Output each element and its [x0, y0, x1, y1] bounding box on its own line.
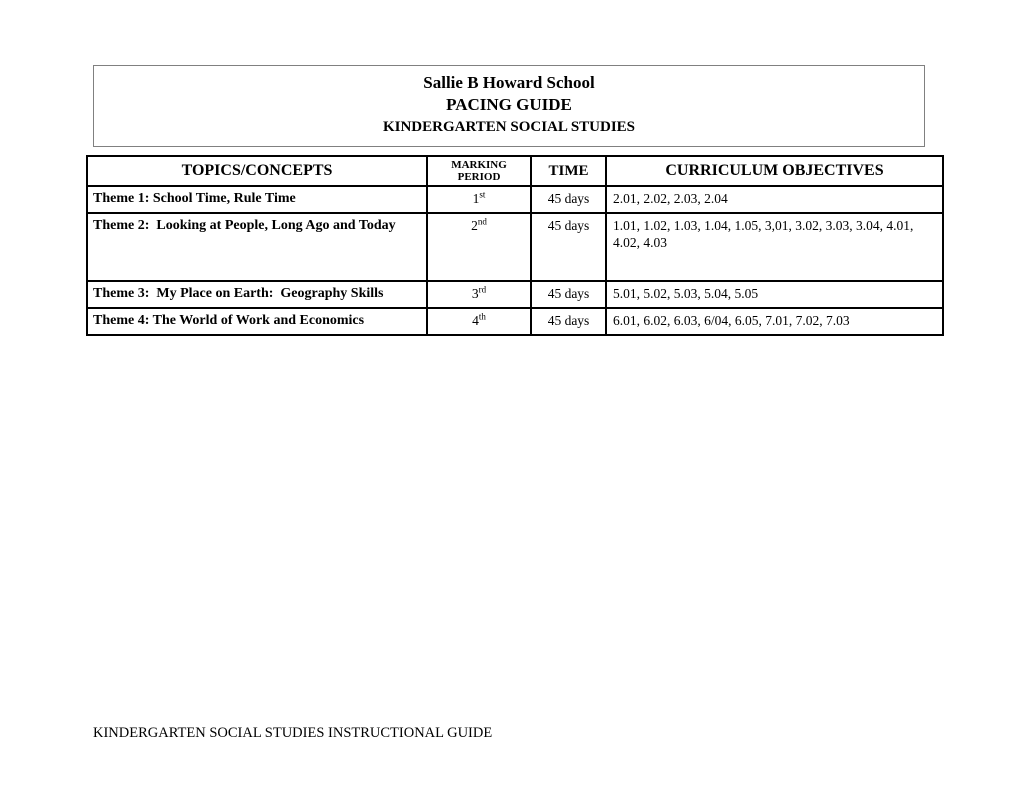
- ordinal-suffix: st: [479, 189, 486, 200]
- marking-period-cell: [427, 281, 531, 308]
- time-cell: 45 days: [531, 186, 606, 213]
- marking-period-cell: [427, 213, 531, 281]
- table-row-theme-2: [87, 213, 943, 281]
- table-row-theme-3: [87, 281, 943, 308]
- ordinal-value: 1: [472, 191, 480, 206]
- objectives-cell: 2.01, 2.02, 2.03, 2.04: [606, 186, 943, 213]
- objectives-cell: 6.01, 6.02, 6.03, 6/04, 6.05, 7.01, 7.02, 7.03: [606, 308, 943, 335]
- table-row-theme-1: [87, 186, 943, 213]
- column-header-marking-period: MARKING PERIOD: [427, 156, 531, 186]
- ordinal-value: 2: [471, 218, 478, 233]
- objectives-cell: 1.01, 1.02, 1.03, 1.04, 1.05, 3,01, 3.02, 3.03, 3.04, 4.01, 4.02, 4.03: [606, 213, 943, 281]
- ordinal-value: 3: [471, 286, 479, 301]
- column-header-topics-concepts: TOPICS/CONCEPTS: [87, 156, 427, 186]
- objectives-cell: 5.01, 5.02, 5.03, 5.04, 5.05: [606, 281, 943, 308]
- school-name: Sallie B Howard School: [423, 73, 595, 92]
- topic-cell: Theme 1: School Time, Rule Time: [87, 186, 427, 213]
- table-header-row: [87, 156, 943, 186]
- topic-cell: Theme 3: My Place on Earth: Geography Skills: [87, 281, 427, 308]
- marking-period-cell: [427, 308, 531, 335]
- document-title: PACING GUIDE: [446, 95, 572, 114]
- table-row-theme-4: [87, 308, 943, 335]
- footer-text: KINDERGARTEN SOCIAL STUDIES INSTRUCTIONAL GUIDE: [93, 725, 493, 741]
- column-header-time: TIME: [531, 156, 606, 186]
- marking-period-cell: [427, 186, 531, 213]
- column-header-curriculum-objectives: CURRICULUM OBJECTIVES: [606, 156, 943, 186]
- pacing-guide-table: [86, 155, 944, 336]
- time-cell: 45 days: [531, 281, 606, 308]
- ordinal-value: 4: [472, 313, 479, 328]
- topic-cell: Theme 2: Looking at People, Long Ago and Today: [87, 213, 427, 281]
- time-cell: 45 days: [531, 213, 606, 281]
- document-subtitle: KINDERGARTEN SOCIAL STUDIES: [382, 119, 636, 135]
- ordinal-suffix: nd: [477, 216, 487, 227]
- ordinal-suffix: rd: [478, 284, 487, 295]
- topic-cell: Theme 4: The World of Work and Economics: [87, 308, 427, 335]
- time-cell: 45 days: [531, 308, 606, 335]
- ordinal-suffix: th: [478, 311, 486, 322]
- title-box: [93, 65, 925, 147]
